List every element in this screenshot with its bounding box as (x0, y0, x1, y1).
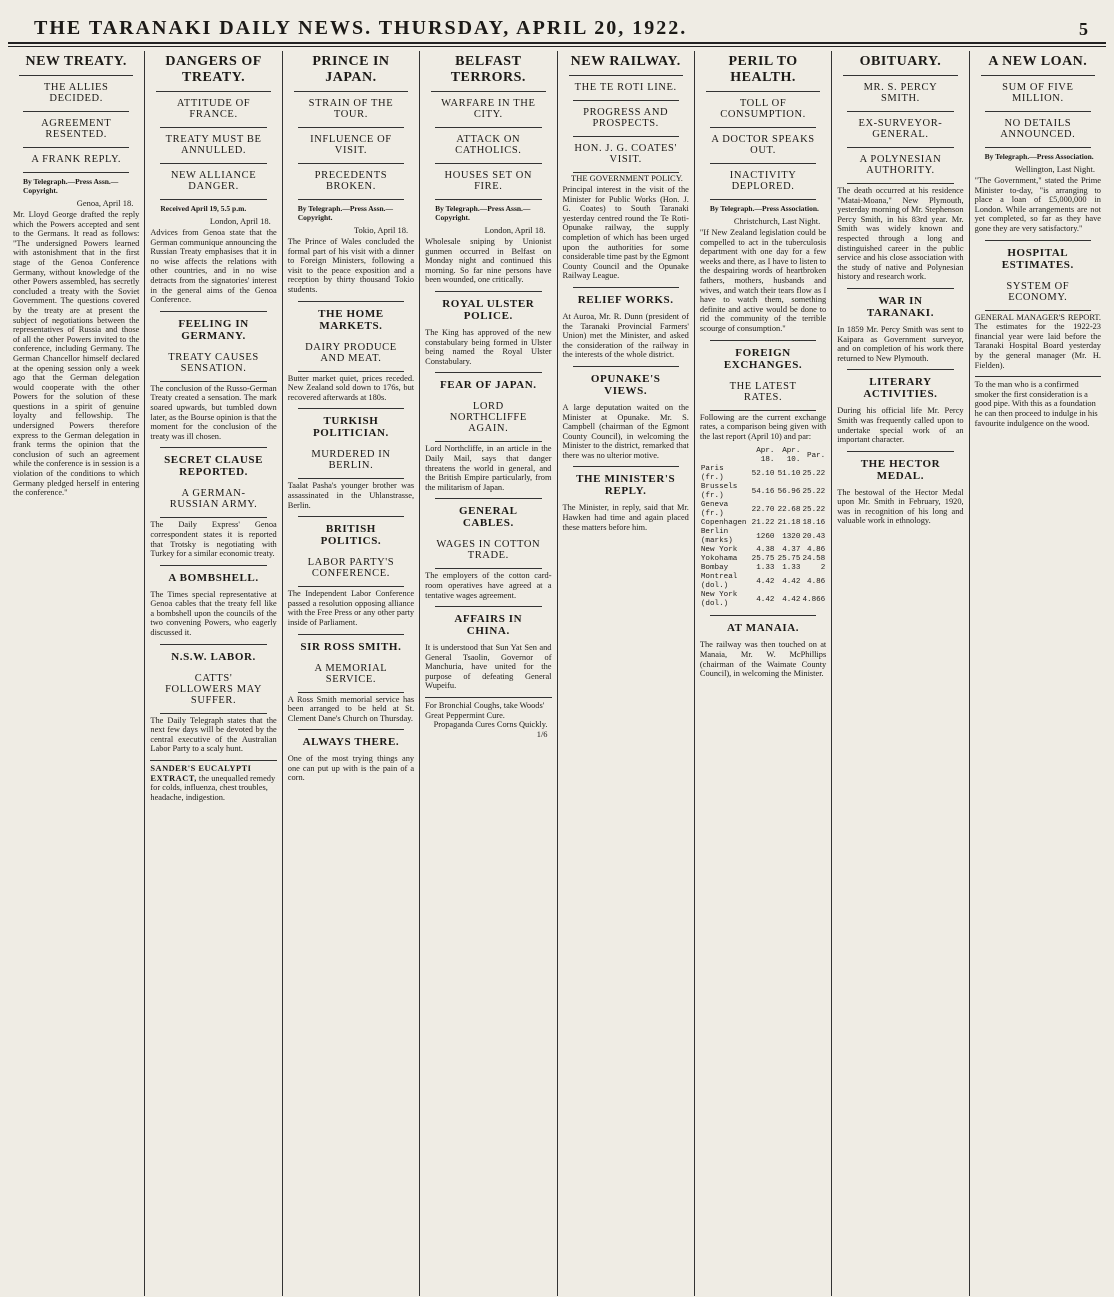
section-heading: FOREIGN EXCHANGES. (710, 340, 816, 375)
dateline: Tokio, April 18. (353, 225, 409, 235)
table-row (700, 564, 826, 573)
table-row (700, 573, 826, 591)
section-body: Butter market quiet, prices receded. New Zealand sold down to 176s, but recovered afterwards at 180s. (287, 373, 415, 402)
section-body: The railway was then touched on at Manaia, Mr. W. McPhillips (chairman of the Waimate County Council), in welcoming the Minister. (699, 640, 827, 679)
wire-credit: By Telegraph.—Press Association. (709, 204, 819, 213)
table-cell: 4.866 (802, 595, 826, 604)
section-subheading: DAIRY PRODUCE AND MEAT. (298, 336, 404, 372)
article-subheading: INACTIVITY DEPLORED. (710, 164, 816, 200)
section-subheading: CATTS' FOLLOWERS MAY SUFFER. (160, 667, 266, 714)
article-subheading: INFLUENCE OF VISIT. (298, 128, 404, 164)
table-row (700, 528, 826, 546)
section-heading: FEAR OF JAPAN. (435, 372, 541, 395)
table-cell: New York (700, 546, 738, 555)
article-subheading: AGREEMENT RESENTED. (23, 112, 129, 148)
article-body: Principal interest in the visit of the Minister for Public Works (Hon. J. G. Coates) to South Taranaki yesterday centred round the Te Roti-Opunake railway, the supply completion of which has been urged upon the authorities for some considerable time past by the Egmont County Council and the Opunake Railway League. (562, 185, 689, 281)
advertisement-text: the unequalled remedy for colds, influenza, chest troubles, headache, indigestion. (150, 773, 276, 802)
article-subheading: HOUSES SET ON FIRE. (435, 164, 541, 200)
table-cell: 1320 (782, 532, 801, 541)
section-body: The Daily Telegraph states that the next few days will be devoted by the central executive of the Australian Labor Party to a scaly hunt. (150, 715, 277, 754)
table-row (700, 465, 826, 483)
masthead-title: THE TARANAKI DAILY NEWS. THURSDAY, APRIL 20, 1922. (34, 17, 688, 39)
section-heading: OPUNAKE'S VIEWS. (573, 366, 679, 401)
table-cell: 25.75 (777, 555, 801, 564)
article-subheading: WARFARE IN THE CITY. (435, 92, 541, 128)
section-body: The conclusion of the Russo-German Treaty created a sensation. The mark soared upwards, but tumbled down later, as the Bourse opinion is that the moment for the conclusion of the treaty was ill chosen. (150, 383, 277, 441)
article-subheading: ATTITUDE OF FRANCE. (160, 92, 266, 128)
article-subheading: A FRANK REPLY. (23, 148, 129, 173)
section-body: Taalat Pasha's younger brother was assassinated in the Uhlanstrasse, Berlin. (287, 481, 415, 510)
section-subheading: LORD NORTHCLIFFE AGAIN. (435, 395, 541, 442)
article-body: Advices from Genoa state that the German communique announcing the Russian Treaty emphasises that it in no wise affects the relations with other countries, and in no wise detracts from the signatories' interest in the general aims of the Genoa Conference. (150, 228, 277, 305)
table-cell: 1.33 (756, 564, 775, 573)
dateline: Genoa, April 18. (76, 198, 134, 208)
table-cell: 4.86 (807, 577, 826, 586)
section-heading: HOSPITAL ESTIMATES. (985, 240, 1091, 275)
article-subheading: A POLYNESIAN AUTHORITY. (847, 148, 953, 184)
article-subheading: EX-SURVEYOR-GENERAL. (847, 112, 953, 148)
column-3 (283, 51, 420, 1296)
section-heading: SIR ROSS SMITH. (298, 634, 404, 657)
table-cell: 25.75 (751, 555, 775, 564)
article-headline: DANGERS OF TREATY. (156, 51, 270, 92)
section-heading: ROYAL ULSTER POLICE. (435, 291, 541, 326)
section-subheading: TREATY CAUSES SENSATION. (160, 346, 266, 382)
article-subheading: NEW ALLIANCE DANGER. (160, 164, 266, 200)
article-headline: NEW TREATY. (19, 51, 133, 76)
article-headline: OBITUARY. (843, 51, 957, 76)
section-heading: RELIEF WORKS. (573, 287, 679, 310)
table-row (700, 555, 826, 564)
section-heading: A BOMBSHELL. (160, 565, 266, 588)
dateline: London, April 18. (209, 216, 271, 226)
section-heading: ALWAYS THERE. (298, 729, 404, 752)
section-body: Lord Northcliffe, in an article in the Daily Mail, says that danger threatens the world in general, and the British Empire particularly, from the militarism of Japan. (425, 444, 552, 492)
table-cell: 4.37 (782, 546, 801, 555)
wire-credit: By Telegraph.—Press Assn.—Copyright. (435, 204, 531, 222)
advertisement (975, 376, 1101, 428)
article-subheading: TREATY MUST BE ANNULLED. (160, 128, 266, 164)
table-cell: 1.33 (782, 564, 801, 573)
article-subheading: STRAIN OF THE TOUR. (298, 92, 404, 128)
article-headline: NEW RAILWAY. (569, 51, 683, 76)
table-cell: Brussels (fr.) (700, 483, 738, 501)
article-subheading: THE ALLIES DECIDED. (23, 76, 129, 112)
table-cell: 52.10 (751, 469, 775, 478)
section-heading: AFFAIRS IN CHINA. (435, 606, 541, 641)
section-body: It is understood that Sun Yat Sen and General Tsaolin, Governor of Manchuria, have united for the purpose of defeating General Wupeifu. (425, 643, 552, 691)
article-subheading: PRECEDENTS BROKEN. (298, 164, 404, 200)
article-body: The Prince of Wales concluded the formal part of his visit with a dinner to Foreign Ministers, following a visit to the peace exposition and a reception by thirty thousand Tokio students. (287, 237, 415, 294)
column-6 (695, 51, 832, 1296)
section-heading: N.S.W. LABOR. (160, 644, 266, 667)
table-cell: 4.42 (756, 595, 775, 604)
table-cell: 24.58 (802, 555, 826, 564)
dateline: THE GOVERNMENT POLICY. (571, 173, 683, 183)
section-body: During his official life Mr. Percy Smith was frequently called upon to undertake special work of an important character. (837, 406, 964, 445)
table-cell: New York (dol.) (700, 591, 738, 609)
column-8 (970, 51, 1106, 1296)
dateline: London, April 18. (484, 225, 546, 235)
table-cell: Copenhagen (700, 519, 747, 528)
section-subheading: SYSTEM OF ECONOMY. (985, 275, 1091, 311)
section-heading: AT MANAIA. (710, 615, 816, 638)
table-cell: 21.18 (777, 519, 801, 528)
section-body: The Independent Labor Conference passed a resolution opposing alliance with the Free Press or any other party inside of Parliament. (287, 589, 415, 627)
section-body: A large deputation waited on the Minister at Opunake. Mr. S. Campbell (chairman of the Egmont County Council), in welcoming the Minister to the district, remarked that there was no ulterior motive. (562, 402, 689, 460)
table-cell: 4.86 (807, 546, 826, 555)
section-body: The Daily Express' Genoa correspondent states it is reported that Trotsky is negotiating with Turkey for a similar economic treaty. (150, 520, 277, 559)
article-subheading: A DOCTOR SPEAKS OUT. (710, 128, 816, 164)
table-cell: 21.22 (751, 519, 775, 528)
article-subheading: NO DETAILS ANNOUNCED. (985, 112, 1091, 148)
section-heading: LITERARY ACTIVITIES. (847, 369, 953, 404)
section-body: The employers of the cotton card-room operatives have agreed at a tentative wages agreement. (425, 571, 552, 600)
advertisement-heading: SANDER'S EUCALYPTI EXTRACT, (150, 764, 252, 783)
table-cell: 18.16 (802, 519, 826, 528)
table-cell: 1260 (756, 532, 775, 541)
section-subheading: WAGES IN COTTON TRADE. (435, 533, 541, 569)
table-cell: 25.22 (802, 487, 826, 496)
section-heading: FEELING IN GERMANY. (160, 311, 266, 346)
article-headline: BELFAST TERRORS. (431, 51, 545, 92)
wire-credit: By Telegraph.—Press Association. (984, 152, 1094, 161)
column-5 (558, 51, 695, 1296)
table-row (700, 546, 826, 555)
article-headline: A NEW LOAN. (981, 51, 1095, 76)
table-cell: 4.42 (756, 577, 775, 586)
article-headline: PERIL TO HEALTH. (706, 51, 820, 92)
article-subheading: PROGRESS AND PROSPECTS. (573, 101, 679, 137)
table-row (700, 519, 826, 528)
table-cell: Montreal (dol.) (700, 573, 738, 591)
table-row (700, 591, 826, 609)
wire-credit: Received April 19, 5.5 p.m. (160, 204, 247, 213)
table-header-cell (700, 447, 750, 465)
table-cell: 56.96 (777, 487, 801, 496)
section-body: The Times special representative at Genoa cables that the treaty fell like a bombshell upon the councils of the two convening Powers, who eagerly discussed it. (150, 589, 277, 638)
article-subheading: THE TE ROTI LINE. (573, 76, 679, 101)
section-heading: SECRET CLAUSE REPORTED. (160, 447, 266, 482)
article-subheading: HON. J. G. COATES' VISIT. (573, 137, 679, 173)
exchange-rates-table (700, 447, 826, 609)
section-body: GENERAL MANAGER'S REPORT. The estimates for the 1922-23 financial year were laid before the Taranaki Hospital Board yesterday by the general manager (Mr. H. Fielden). (974, 312, 1101, 370)
table-cell: Bombay (700, 564, 729, 573)
advertisement-text: For Bronchial Coughs, take Woods' Great Peppermint Cure. (425, 701, 545, 720)
section-heading: BRITISH POLITICS. (298, 516, 404, 551)
table-cell: Paris (fr.) (700, 465, 724, 483)
column-7 (832, 51, 969, 1296)
article-body: Mr. Lloyd George drafted the reply which the Powers accepted and sent to the Germans. It read as follows: "The undersigned Powers learned with astonishment that in the first stage of the Genoa Conference Germany, without knowledge of the other Powers assembled, has secretly concluded a treaty with the Soviet Government. The questions covered by the treaty are at present the subject of negotiations between the representatives of Russia and those of all the other Powers invited to the conference, including Germany. The German Chancellor himself declared at the opening session only a week ago that the German delegation would cooperate with the other Powers for the solution of these questions in a spirit of genuine loyalty and fellowship. The undersigned Powers therefore express to the German delegation in frank terms the opinion that the conclusion of such an agreement while the conference is in session is a violation of the conditions to which Germany pledged herself in entering the conference." (13, 210, 140, 498)
section-heading: TURKISH POLITICIAN. (298, 408, 404, 443)
column-4 (420, 51, 557, 1296)
table-cell: 22.70 (751, 505, 775, 514)
wire-credit: By Telegraph.—Press Assn.—Copyright. (297, 204, 394, 222)
table-cell: 51.10 (777, 469, 801, 478)
table-header-cell: Par. (807, 451, 826, 460)
bottom-advertisement: Propaganda Cures Corns Quickly. 1/6 (433, 720, 548, 739)
section-subheading: LABOR PARTY'S CONFERENCE. (298, 551, 404, 587)
columns (8, 51, 1106, 1296)
table-cell: 25.22 (802, 505, 826, 514)
article-body: "If New Zealand legislation could be compelled to act in the tuberculosis department with one day for a few weeks and there, as I have to listen to the despairing words of heartbroken fathers, mothers, husbands and wives, and watch their tears flow as I have to watch them, something definite and active would be done to rid the community of the terrible scourge of consumption." (699, 228, 827, 333)
dateline: Christchurch, Last Night. (733, 216, 821, 226)
section-subheading: MURDERED IN BERLIN. (298, 443, 404, 479)
section-heading: THE MINISTER'S REPLY. (573, 466, 679, 501)
article-body: "The Government," stated the Prime Minister to-day, "is arranging to place a loan of £5,000,000 in London. While arrangements are not yet completed, so far as they have gone they are very satisfactory." (974, 176, 1101, 233)
table-header-cell: Apr. 18. (756, 447, 775, 465)
section-body: The King has approved of the new constabulary being formed in Ulster being named the Royal Ulster Constabulary. (425, 327, 552, 366)
section-subheading: THE LATEST RATES. (710, 375, 816, 411)
section-body: The Minister, in reply, said that Mr. Hawken had time and again placed these matters before him. (562, 503, 689, 532)
table-cell: 22.68 (777, 505, 801, 514)
table-row (700, 483, 826, 501)
table-header-cell: Apr. 10. (782, 447, 801, 465)
wire-credit: By Telegraph.—Press Assn.—Copyright. (23, 177, 119, 195)
table-cell: Yokohama (700, 555, 738, 564)
section-heading: THE HOME MARKETS. (298, 301, 404, 336)
table-cell: 4.38 (756, 546, 775, 555)
dateline: Wellington, Last Night. (1014, 164, 1095, 174)
masthead (8, 6, 1106, 44)
article-headline: PRINCE IN JAPAN. (294, 51, 408, 92)
section-subheading: A MEMORIAL SERVICE. (298, 657, 404, 693)
section-heading: WAR IN TARANAKI. (847, 288, 953, 323)
page-number: 5 (1079, 19, 1088, 39)
table-cell: 20.43 (802, 532, 826, 541)
table-cell: 25.22 (802, 469, 826, 478)
table-cell: 54.16 (751, 487, 775, 496)
section-heading: GENERAL CABLES. (435, 498, 541, 533)
section-body: In 1859 Mr. Percy Smith was sent to Kaipara as Government surveyor, and on completion of his work there returned to New Plymouth. (837, 324, 964, 363)
article-subheading: MR. S. PERCY SMITH. (847, 76, 953, 112)
advertisement (425, 697, 551, 720)
section-body: The bestowal of the Hector Medal upon Mr. Smith in February, 1920, was in recognition of his long and valuable work in ethnology. (837, 487, 964, 526)
table-cell: 4.42 (782, 595, 801, 604)
article-subheading: ATTACK ON CATHOLICS. (435, 128, 541, 164)
article-subheading: TOLL OF CONSUMPTION. (710, 92, 816, 128)
article-subheading: SUM OF FIVE MILLION. (985, 76, 1091, 112)
column-2 (145, 51, 282, 1296)
section-body: A Ross Smith memorial service has been arranged to be held at St. Clement Dane's Church on Thursday. (287, 694, 415, 723)
advertisement (150, 760, 276, 802)
article-body: The death occurred at his residence "Matai-Moana," New Plymouth, yesterday morning of Mr. Stephenson Percy Smith, in his 83rd year. Mr. Smith was widely known and respected through a long and distinguished career in the public service and his close association with the study of native and Polynesian history and research work. (837, 186, 964, 282)
table-cell: 2 (820, 564, 826, 573)
column-1 (8, 51, 145, 1296)
advertisement-text: To the man who is a confirmed smoker the first consideration is a good pipe. With this as a foundation he can then proceed to indulge in his favourite indulgence on the wood. (974, 380, 1098, 428)
table-cell: 4.42 (782, 577, 801, 586)
section-body: At Auroa, Mr. R. Dunn (president of the Taranaki Provincial Farmers' Union) met the Minister, and asked the consideration of the railway in the interests of the whole district. (562, 311, 689, 360)
table-cell: Geneva (fr.) (700, 501, 729, 519)
table-row (700, 501, 826, 519)
table-cell: Berlin (marks) (700, 528, 733, 546)
masthead-rule (8, 44, 1106, 47)
section-body: Following are the current exchange rates, a comparison being given with the last report (April 10) and par: (699, 412, 827, 441)
section-heading: THE HECTOR MEDAL. (847, 451, 953, 486)
section-body: One of the most trying things any one can put up with is the pain of a corn. (287, 754, 415, 783)
section-subheading: A GERMAN-RUSSIAN ARMY. (160, 482, 266, 518)
article-body: Wholesale sniping by Unionist gunmen occurred in Belfast on Monday night and continued this morning. So far nine persons have been wounded, one critically. (425, 237, 552, 285)
table-header-row (700, 447, 826, 465)
